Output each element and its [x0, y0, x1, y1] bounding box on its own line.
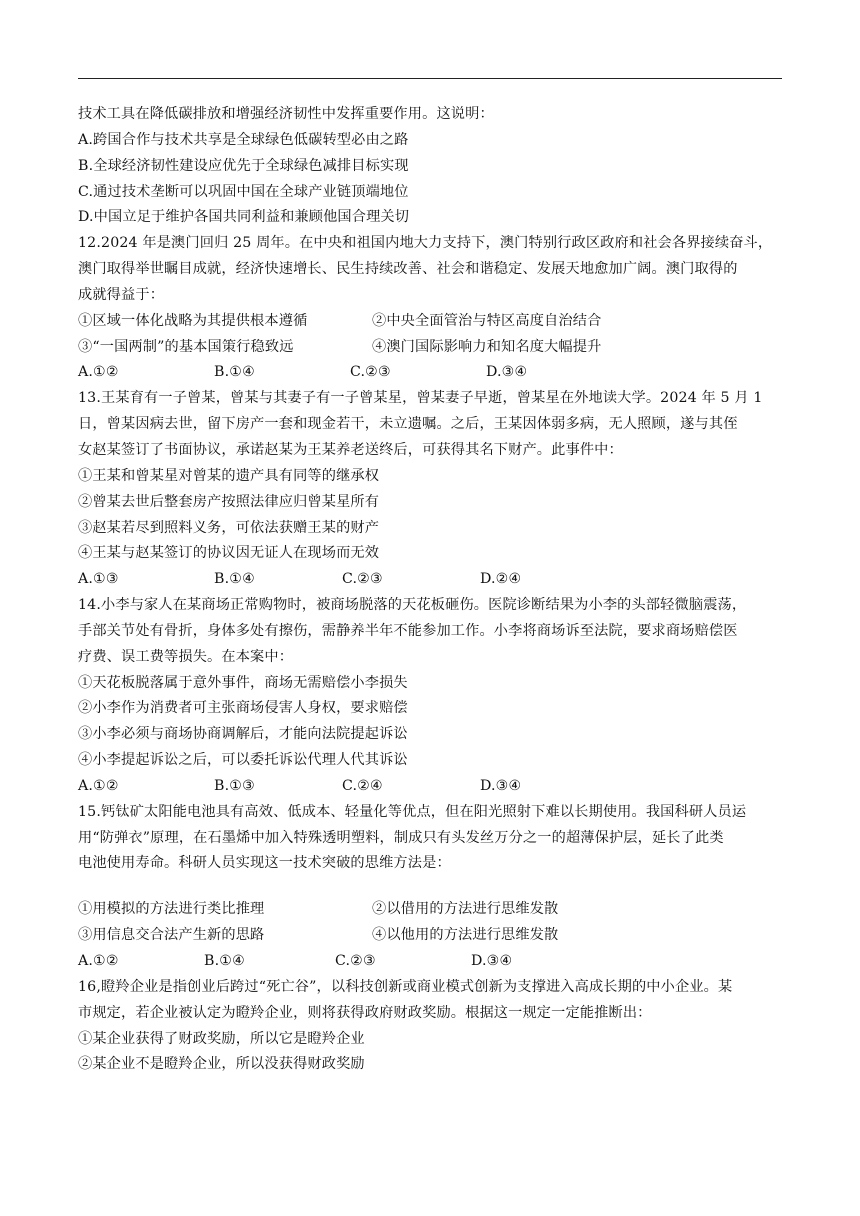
statement-2: ②某企业不是瞪羚企业，所以没获得财政奖励: [78, 1056, 365, 1073]
question-14: [78, 593, 782, 800]
choice-b: B.①④: [204, 953, 245, 969]
statement-3: ③小李必须与商场协商调解后，才能向法院提起诉讼: [78, 726, 408, 743]
statement-1: ①某企业获得了财政奖励，所以它是瞪羚企业: [78, 1030, 365, 1047]
choice-a: A.①②: [78, 777, 119, 794]
statement-1: ①天花板脱落属于意外事件，商场无需赔偿小李损失: [78, 674, 408, 691]
question-stem: 15.钙钛矿太阳能电池具有高效、低成本、轻量化等优点，但在阳光照射下难以长期使用。我国科研人员运: [78, 803, 747, 820]
statement-3: ③用信息交合法产生新的思路: [78, 927, 265, 944]
statement-4: ④澳门国际影响力和知名度大幅提升: [372, 338, 602, 355]
choice-b: B.①④: [214, 571, 255, 588]
exam-page: [78, 102, 782, 1078]
question-stem: 女赵某签订了书面协议，承诺赵某为王某养老送终后，可获得其名下财产。此事件中：: [78, 441, 623, 458]
statement-1: ①王某和曾某星对曾某的遗产具有同等的继承权: [78, 467, 380, 484]
answer-choices: [78, 567, 782, 593]
question-stem: 14.小李与家人在某商场正常购物时，被商场脱落的天花板砸伤。医院诊断结果为小李的头部轻微脑震荡，: [78, 597, 747, 614]
question-stem: 16,瞪羚企业是指创业后跨过“死亡谷”，以科技创新或商业模式创新为支撑进入高成长期的中小企业。某: [78, 978, 733, 995]
statement-1: ①区域一体化战略为其提供根本遵循: [78, 312, 308, 329]
choice-b: B.①④: [214, 364, 255, 381]
statement-4: ④以他用的方法进行思维发散: [372, 927, 559, 944]
question-stem: 疗费、误工费等损失。在本案中：: [78, 648, 294, 665]
blank-space: [78, 877, 782, 897]
statement-row: [78, 923, 782, 949]
question-stem: 日，曾某因病去世，留下房产一套和现金若干，未立遗嘱。之后，王某因体弱多病，无人照顾，遂与其侄: [78, 416, 738, 433]
choice-d: D.③④: [486, 364, 528, 381]
choice-d: D.③④: [480, 777, 522, 794]
question-stem: 13.王某育有一子曾某，曾某与其妻子有一子曾某星，曾某妻子早逝，曾某星在外地读大学。2024 年 5 月 1: [78, 390, 763, 407]
choice-a: A.①③: [78, 571, 119, 588]
statement-row: [78, 309, 782, 335]
question-stem: 成就得益于：: [78, 286, 165, 303]
question-15: [78, 800, 782, 975]
question-11-continued: [78, 102, 782, 231]
question-stem: 手部关节处有骨折，身体多处有擦伤，需静养半年不能参加工作。小李将商场诉至法院，要求商场赔偿医: [78, 622, 738, 639]
choice-d: D.②④: [480, 571, 522, 588]
option-d: D.中国立足于维护各国共同利益和兼顾他国合理关切: [78, 209, 410, 226]
option-c: C.通过技术垄断可以巩固中国在全球产业链顶端地位: [78, 183, 409, 200]
option-b: B.全球经济韧性建设应优先于全球绿色减排目标实现: [78, 157, 409, 174]
statement-row: [78, 335, 782, 361]
statement-2: ②中央全面管治与特区高度自治结合: [372, 312, 602, 329]
statement-4: ④小李提起诉讼之后，可以委托诉讼代理人代其诉讼: [78, 752, 408, 769]
question-12: [78, 231, 782, 386]
statement-2: ②曾某去世后整套房产按照法律应归曾某星所有: [78, 493, 380, 510]
answer-choices: [78, 949, 782, 975]
answer-choices: [78, 360, 782, 386]
question-stem: 技术工具在降低碳排放和增强经济韧性中发挥重要作用。这说明：: [78, 106, 494, 122]
choice-c: C.②③: [342, 571, 383, 588]
choice-c: C.②③: [335, 953, 376, 969]
statement-4: ④王某与赵某签订的协议因无证人在现场而无效: [78, 545, 380, 562]
question-stem: 用“防弹衣”原理，在石墨烯中加入特殊透明塑料，制成只有头发丝万分之一的超薄保护层，延长了此类: [78, 829, 724, 846]
question-stem: 澳门取得举世瞩目成就，经济快速增长、民生持续改善、社会和谐稳定、发展天地愈加广阔。澳门取得的: [78, 261, 738, 278]
question-13: [78, 386, 782, 593]
option-a: A.跨国合作与技术共享是全球绿色低碳转型必由之路: [78, 131, 409, 148]
choice-c: C.②④: [342, 777, 383, 794]
statement-2: ②以借用的方法进行思维发散: [372, 901, 559, 918]
answer-choices: [78, 774, 782, 800]
question-stem: 12.2024 年是澳门回归 25 周年。在中央和祖国内地大力支持下，澳门特别行政区政府和社会各界接续奋斗，: [78, 235, 773, 252]
choice-a: A.①②: [78, 953, 119, 969]
choice-d: D.③④: [471, 953, 513, 969]
statement-1: ①用模拟的方法进行类比推理: [78, 901, 265, 918]
question-stem: 市规定，若企业被认定为瞪羚企业，则将获得政府财政奖励。根据这一规定一定能推断出：: [78, 1004, 652, 1021]
choice-b: B.①③: [214, 777, 255, 794]
question-16: [78, 975, 782, 1078]
question-stem: 电池使用寿命。科研人员实现这一技术突破的思维方法是：: [78, 855, 451, 872]
statement-3: ③赵某若尽到照料义务，可依法获赠王某的财产: [78, 519, 380, 536]
choice-a: A.①②: [78, 364, 119, 381]
header-rule: [78, 78, 782, 79]
statement-row: [78, 897, 782, 923]
statement-3: ③“一国两制”的基本国策行稳致远: [78, 338, 294, 355]
statement-2: ②小李作为消费者可主张商场侵害人身权，要求赔偿: [78, 700, 408, 717]
choice-c: C.②③: [350, 364, 391, 381]
